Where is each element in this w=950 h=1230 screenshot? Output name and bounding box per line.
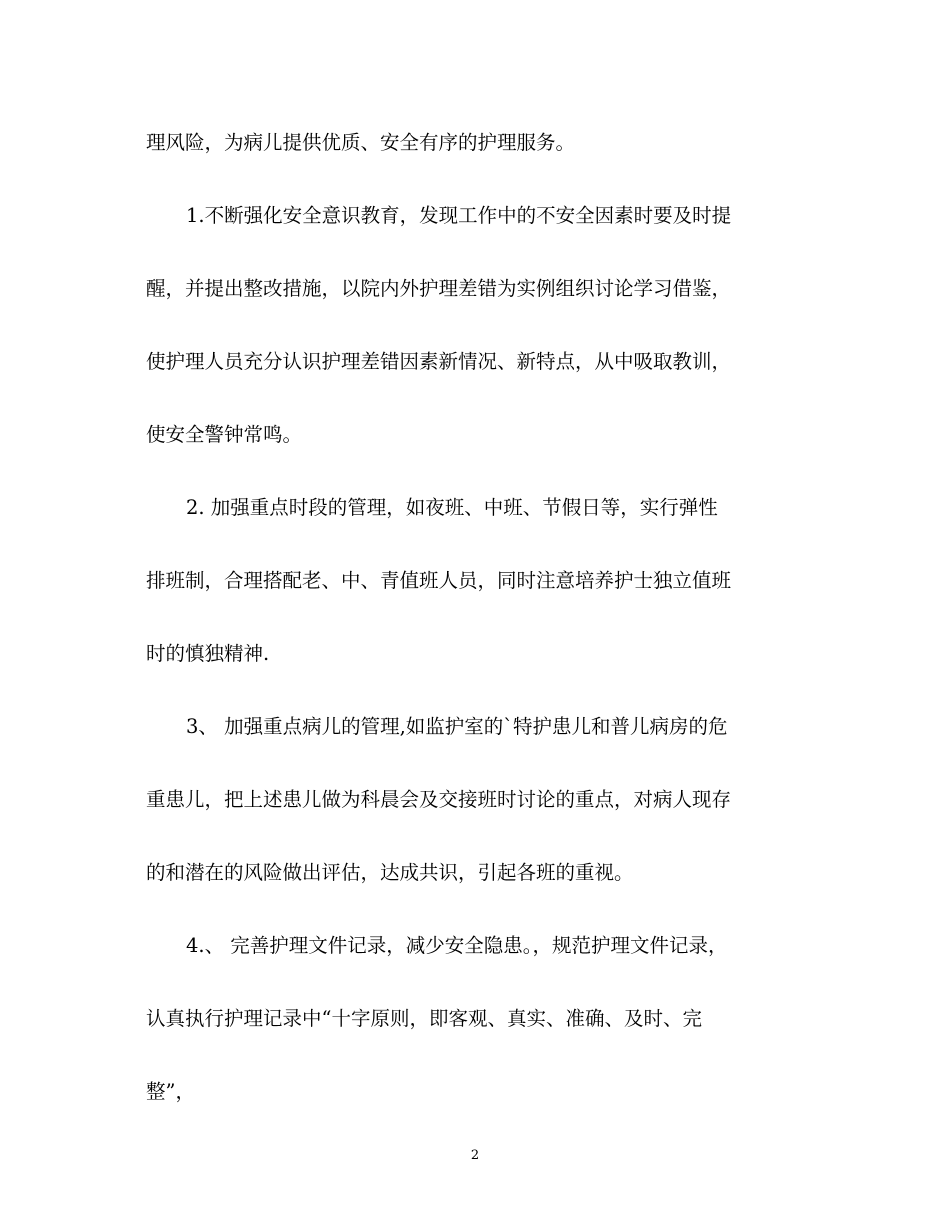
text-line: 认真执行护理记录中“十字原则，即客观、真实、准确、及时、完 xyxy=(146,1007,702,1030)
text-line: 4.、 完善护理文件记录，减少安全隐患。，规范护理文件记录， xyxy=(186,934,728,957)
text-line: 使安全警钟常鸣。 xyxy=(146,423,303,446)
text-line: 的和潜在的风险做出评估，达成共识，引起各班的重视。 xyxy=(146,861,634,884)
text-line: 理风险，为病儿提供优质、安全有序的护理服务。 xyxy=(146,131,576,154)
text-line: 1.不断强化安全意识教育，发现工作中的不安全因素时要及时提 xyxy=(186,204,732,227)
text-line: 整”， xyxy=(146,1080,195,1103)
text-line: 排班制，合理搭配老、中、青值班人员，同时注意培养护士独立值班 xyxy=(146,569,732,592)
text-line: 3、 加强重点病儿的管理,如监护室的`特护患儿和普儿病房的危 xyxy=(186,715,728,738)
text-line: 使护理人员充分认识护理差错因素新情况、新特点，从中吸取教训， xyxy=(146,350,732,373)
page-number: 2 xyxy=(470,1148,480,1163)
text-line: 2. 加强重点时段的管理，如夜班、中班、节假日等，实行弹性 xyxy=(186,496,718,519)
text-line: 重患儿，把上述患儿做为科晨会及交接班时讨论的重点，对病人现存 xyxy=(146,788,732,811)
text-line: 醒，并提出整改措施，以院内外护理差错为实例组织讨论学习借鉴， xyxy=(146,277,732,300)
text-line: 时的慎独精神. xyxy=(146,642,270,665)
